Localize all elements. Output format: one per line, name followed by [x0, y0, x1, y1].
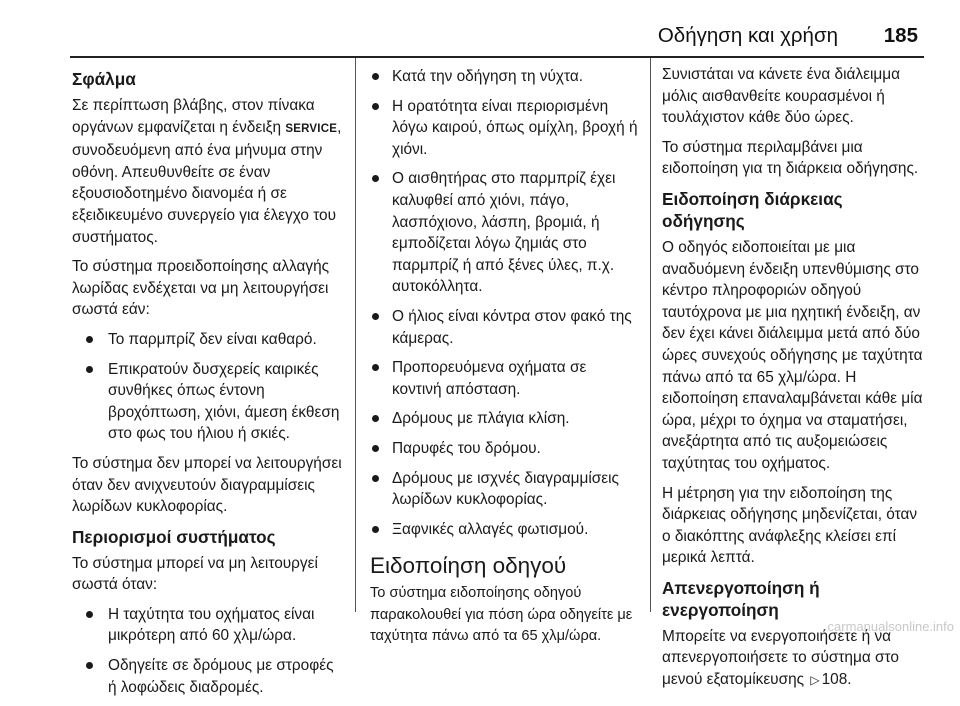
bullet-icon: [86, 662, 93, 669]
paragraph: Η μέτρηση για την ειδοποίηση της διάρκειας οδήγησης μηδενίζεται, όταν ο διακόπτης ανάφλεξης κλείσει επί μερικά λεπτά.: [662, 484, 918, 567]
paragraph: Ο οδηγός ειδοποιείται με μια αναδυόμενη ένδειξη υπενθύμισης στο κέντρο πληροφοριών οδηγού ταυτόχρονα με μια ηχητική ένδειξη, αν δεν έχει κάνει διάλειμμα μετά από δύο ώρες συνεχούς οδήγησης με ταχύτητα πάνω από τα 65 χλμ/ώρα. Η ειδοποίηση επαναλαμβάνεται κάθε μία ώρα, μέχρι το όχημα να σταματήσει, ανεξάρτητα από τις αυξομειώσεις ταχύτητας του οχήματος.: [662, 238, 923, 472]
paragraph: Σε περίπτωση βλάβης, στον πίνακα οργάνων εμφανίζεται η ένδειξη SERVICE, συνοδευόμενη από ένα μήνυμα στην οθόνη. Απευθυνθείτε σε έναν εξουσιοδοτημένο διανομέα ή σε εξειδικευμένο συνεργείο για έλεγχο του συστήματος.: [72, 97, 342, 246]
list-item: Η ορατότητα είναι περιορισμένη λόγω καιρού, όπως ομίχλη, βροχή ή χιόνι.: [370, 96, 640, 161]
paragraph: Το σύστημα προειδοποίησης αλλαγής λωρίδας ενδέχεται να μη λειτουργήσει σωστά εάν:: [72, 258, 330, 319]
list-item: Το παρμπρίζ δεν είναι καθαρό.: [72, 329, 346, 351]
paragraph: Το σύστημα δεν μπορεί να λειτουργήσει όταν δεν ανιχνευτούν διαγραμμίσεις λωρίδων κυκλοφορίας.: [72, 454, 342, 516]
chapter-title: Οδήγηση και χρήση: [657, 24, 838, 47]
paragraph: Το σύστημα ειδοποίησης οδηγού παρακολουθεί για πόση ώρα οδηγείτε με ταχύτητα πάνω από τα 65 χλμ/ώρα.: [370, 585, 633, 645]
header-divider: [70, 56, 924, 58]
list-item: Δρόμους με πλάγια κλίση.: [370, 408, 640, 430]
bullet-list: [370, 66, 640, 540]
page-number: 185: [883, 24, 918, 47]
list-item: Δρόμους με ισχνές διαγραμμίσεις λωρίδων κυκλοφορίας.: [370, 468, 640, 511]
list-item: Κατά την οδήγηση τη νύχτα.: [370, 66, 640, 88]
bullet-icon: [372, 445, 379, 452]
bullet-icon: [372, 103, 379, 110]
list-item: Παρυφές του δρόμου.: [370, 438, 640, 460]
list-item: Η ταχύτητα του οχήματος είναι μικρότερη από 60 χλμ/ώρα.: [72, 604, 346, 647]
bullet-icon: [372, 526, 379, 533]
list-item: Προπορευόμενα οχήματα σε κοντινή απόσταση.: [370, 357, 640, 400]
bullet-icon: [372, 175, 379, 182]
bullet-icon: [86, 611, 93, 618]
page-reference-link[interactable]: 108.: [821, 671, 852, 689]
list-item: Επικρατούν δυσχερείς καιρικές συνθήκες όπως έντονη βροχόπτωση, χιόνι, άμεση έκθεση στο φως του ήλιου ή σκιές.: [72, 359, 346, 445]
bullet-list: [72, 329, 346, 445]
paragraph: Το σύστημα μπορεί να μη λειτουργεί σωστά όταν:: [72, 554, 318, 594]
bullet-icon: [86, 366, 93, 373]
paragraph: Το σύστημα περιλαμβάνει μια ειδοποίηση για τη διάρκεια οδήγησης.: [662, 138, 919, 178]
page-header: [0, 0, 960, 62]
section-heading-duration: Ειδοποίηση διάρκειας οδήγησης: [662, 188, 843, 231]
column-1: [72, 60, 346, 706]
column-divider: [650, 58, 651, 612]
page-reference-arrow-icon: ▷: [810, 673, 820, 688]
section-heading-driver-alert: Ειδοποίηση οδηγού: [370, 553, 567, 579]
section-heading-limits: Περιορισμοί συστήματος: [72, 526, 276, 547]
column-divider: [355, 58, 356, 612]
section-heading-toggle: Απενεργοποίηση ή ενεργοποίηση: [662, 577, 820, 620]
bullet-list: [72, 604, 346, 698]
section-heading-fault: Σφάλμα: [72, 69, 136, 89]
paragraph: Μπορείτε να ενεργοποιήσετε ή να απενεργοποιήσετε το σύστημα στο μενού εξατομίκευσης ▷ 108.: [662, 626, 926, 692]
bullet-icon: [372, 415, 379, 422]
bullet-icon: [372, 475, 379, 482]
list-item: Ο αισθητήρας στο παρμπρίζ έχει καλυφθεί από χιόνι, πάγο, λασπόχιονο, λάσπη, βρομιά, ή εμποδίζεται λόγω ζημιάς στο παρμπρίζ ή από ξένες ύλες, π.χ. αυτοκόλλητα.: [370, 168, 640, 298]
list-item: Ξαφνικές αλλαγές φωτισμού.: [370, 519, 640, 541]
bullet-icon: [372, 73, 379, 80]
watermark: carmanualsonline.info: [827, 619, 954, 634]
list-item: Ο ήλιος είναι κόντρα στον φακό της κάμερας.: [370, 306, 640, 349]
bullet-icon: [372, 313, 379, 320]
column-3: [662, 60, 926, 700]
bullet-icon: [372, 364, 379, 371]
column-2: [370, 60, 640, 656]
list-item: Οδηγείτε σε δρόμους με στροφές ή λοφώδεις διαδρομές.: [72, 655, 346, 698]
bullet-icon: [86, 336, 93, 343]
service-indicator: SERVICE: [285, 122, 338, 135]
paragraph: Συνιστάται να κάνετε ένα διάλειμμα μόλις αισθανθείτε κουρασμένοι ή τουλάχιστον κάθε δύο ώρες.: [662, 66, 901, 127]
